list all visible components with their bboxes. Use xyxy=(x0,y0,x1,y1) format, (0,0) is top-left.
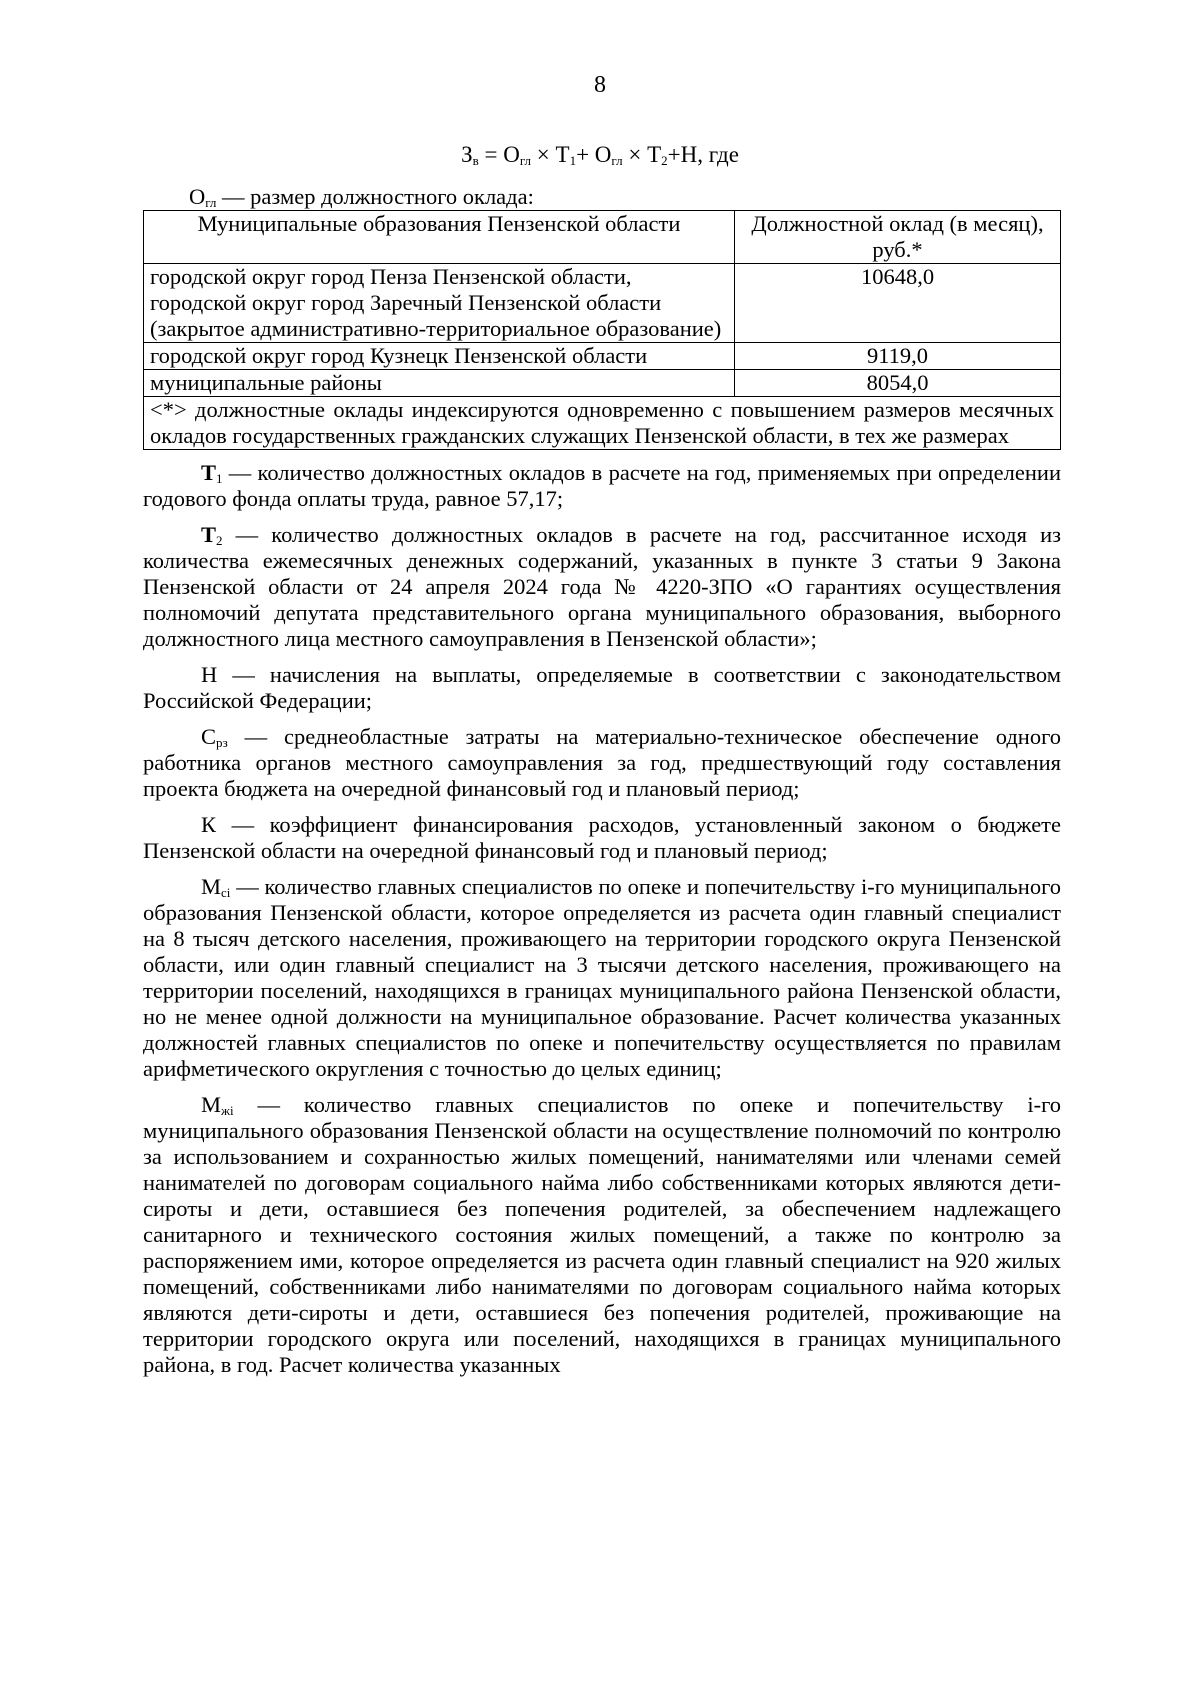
t2-symbol: Т xyxy=(201,522,217,547)
paragraph-mzhi xyxy=(143,1092,1061,1378)
formula-z-sub: в xyxy=(472,153,479,168)
t1-sub: 1 xyxy=(216,471,223,486)
table-header-row xyxy=(144,211,1061,264)
paragraph-t2 xyxy=(143,522,1061,652)
mzhi-text: — количество главных специалистов по опеке и попечительству i-го муниципального образования Пензенской области на осуществление полномочий по контролю за использованием и сохранностью жилых помещений, нанимателями или членами семей нанимателей по договорам социального найма либо собственниками которых являются дети-сироты и дети, оставшиеся без попечения родителей, за обеспечением надлежащего санитарного и технического состояния жилых помещений, а также по контролю за распоряжением ими, которое определяется из расчета один главный специалист на 920 жилых помещений, собственниками либо нанимателями по договорам социального найма которых являются дети-сироты и дети, оставшиеся без попечения родителей, проживающие на территории городского округа или поселений, находящихся в границах муниципального района, в год. Расчет количества указанных xyxy=(143,1092,1061,1377)
formula xyxy=(0,142,1200,168)
t1-text: — количество должностных окладов в расчете на год, применяемых при определении годового фонда оплаты труда, равное 57,17; xyxy=(143,460,1061,511)
t2-text: — количество должностных окладов в расчете на год, рассчитанное исходя из количества ежемесячных денежных содержаний, указанных в пункте 3 статьи 9 Закона Пензенской области от 24 апреля 2024 года № 4220-ЗПО «О гарантиях осуществления полномочий депутата представительного органа муниципального образования, выборного должностного лица местного самоуправления в Пензенской области»; xyxy=(143,522,1061,651)
paragraph-k: К — коэффициент финансирования расходов, установленный законом о бюджете Пензенской области на очередной финансовый год и плановый период; xyxy=(143,812,1061,863)
table-row xyxy=(144,343,1061,370)
mzhi-sub: жi xyxy=(221,1103,234,1118)
table-note: <*> должностные оклады индексируются одновременно с повышением размеров месячных окладов государственных гражданских служащих Пензенской области, в тех же размерах xyxy=(144,397,1061,450)
table-row xyxy=(144,370,1061,397)
row-name: городской округ город Кузнецк Пензенской области xyxy=(144,343,735,370)
formula-tail: +Н, где xyxy=(667,142,739,167)
formula-z: З xyxy=(461,142,473,167)
page-number: 8 xyxy=(594,72,606,98)
formula-eq: = xyxy=(478,142,504,167)
formula-times2: × Т xyxy=(622,142,662,167)
mci-symbol: М xyxy=(201,874,222,899)
t2-sub: 2 xyxy=(216,533,223,548)
row-value: 10648,0 xyxy=(735,264,1061,343)
row-value: 9119,0 xyxy=(735,343,1061,370)
paragraph-crz xyxy=(143,724,1061,802)
crz-sub: рз xyxy=(216,735,228,750)
formula-o1-sub: гл xyxy=(519,153,532,168)
mci-text: — количество главных специалистов по опеке и попечительству i-го муниципального образования Пензенской области, которое определяется из расчета один главный специалист на 8 тысяч детского населения, проживающего на территории городского округа Пензенской области, или один главный специалист на 3 тысячи детского населения, проживающего на территории поселений, находящихся в границах муниципального района Пензенской области, но не менее одной должности на муниципальное образование. Расчет количества указанных должностей главных специалистов по опеке и попечительству осуществляется по правилам арифметического округления с точностью до целых единиц; xyxy=(143,874,1061,1081)
paragraph-n: Н — начисления на выплаты, определяемые в соответствии с законодательством Российской Федерации; xyxy=(143,662,1061,713)
paragraph-t1 xyxy=(143,460,1061,512)
crz-symbol: С xyxy=(201,724,217,749)
formula-t1-sub: 1 xyxy=(569,153,577,168)
formula-plus: + xyxy=(576,142,595,167)
formula-times1: × Т xyxy=(531,142,570,167)
oklad-intro xyxy=(143,184,1061,210)
header-municipalities: Муниципальные образования Пензенской области xyxy=(144,211,735,264)
table-row xyxy=(144,264,1061,343)
mci-sub: сi xyxy=(221,885,231,900)
formula-o1: О xyxy=(503,142,520,167)
row-name: городской округ город Пенза Пензенской области, городской округ город Заречный Пензенской области (закрытое административно-территориальное образование) xyxy=(144,264,735,343)
formula-t2-sub: 2 xyxy=(661,153,668,168)
oklad-symbol: О xyxy=(189,184,206,209)
paragraph-mci xyxy=(143,874,1061,1082)
table-note-row xyxy=(144,397,1061,450)
formula-o2: О xyxy=(594,142,612,167)
formula-o2-sub: гл xyxy=(611,153,623,168)
crz-text: — среднеобластные затраты на материально-техническое обеспечение одного работника органов местного самоуправления за год, предшествующий году составления проекта бюджета на очередной финансовый год и плановый период; xyxy=(143,724,1061,801)
salary-table xyxy=(143,210,1061,450)
header-salary: Должностной оклад (в месяц), руб.* xyxy=(735,211,1061,264)
row-value: 8054,0 xyxy=(735,370,1061,397)
mzhi-symbol: М xyxy=(201,1092,222,1117)
oklad-intro-text: — размер должностного оклада: xyxy=(216,184,534,209)
row-name: муниципальные районы xyxy=(144,370,735,397)
oklad-symbol-sub: гл xyxy=(205,195,217,210)
document-body xyxy=(143,184,1061,1378)
t1-symbol: Т xyxy=(201,460,217,485)
